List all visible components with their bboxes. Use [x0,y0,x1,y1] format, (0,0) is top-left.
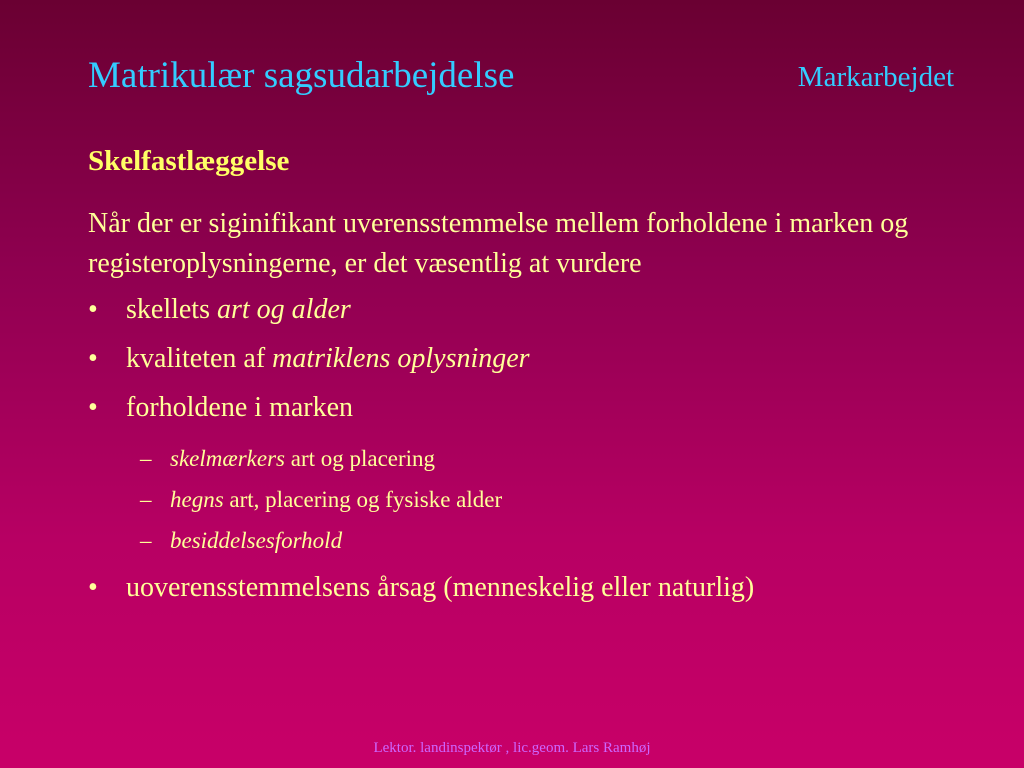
bullet-text: kvaliteten af [126,343,273,374]
subbullet-item-hegns [140,487,502,512]
subbullet-marker: – [140,528,152,553]
subbullet-text: art og placering [284,446,436,471]
bullet-marker: • [88,294,98,325]
slide-title: Matrikulær sagsudarbejdelse [88,55,515,96]
slide-subtitle: Skelfastlæggelse [88,145,290,177]
slide-footer: Lektor. landinspektør , lic.geom. Lars Ramhøj [373,740,651,756]
subbullet-emphasis: skelmærkers [170,446,285,471]
bullet-marker: • [88,572,98,603]
bullet-item-kvaliteten [88,344,530,375]
subbullet-text: art, placering og fysiske alder [223,487,503,512]
subbullet-marker: – [140,487,152,512]
bullet-item-forholdene [88,393,353,424]
bullet-emphasis: art og alder [217,294,351,325]
subbullet-item-skelmaerkers [140,446,435,471]
bullet-item-uoverensstemmelsens [88,573,754,604]
section-label: Markarbejdet [797,61,954,93]
bullet-marker: • [88,343,98,374]
bullet-text: uoverensstemmelsens årsag (menneskelig eller naturlig) [126,572,755,603]
bullet-marker: • [88,392,98,423]
bullet-emphasis: matriklens oplysninger [272,343,530,374]
bullet-text: forholdene i marken [126,392,354,423]
subbullet-emphasis: hegns [170,487,224,512]
subbullet-item-besiddelsesforhold [140,528,342,553]
bullet-item-skellets [88,295,351,326]
subbullet-emphasis: besiddelsesforhold [170,528,343,553]
subbullet-marker: – [140,446,152,471]
bullet-text: skellets [126,294,217,325]
intro-paragraph: Når der er siginifikant uverensstemmelse mellem forholdene i marken og registeroplysningerne, er det væsentlig at vurdere [88,208,909,279]
